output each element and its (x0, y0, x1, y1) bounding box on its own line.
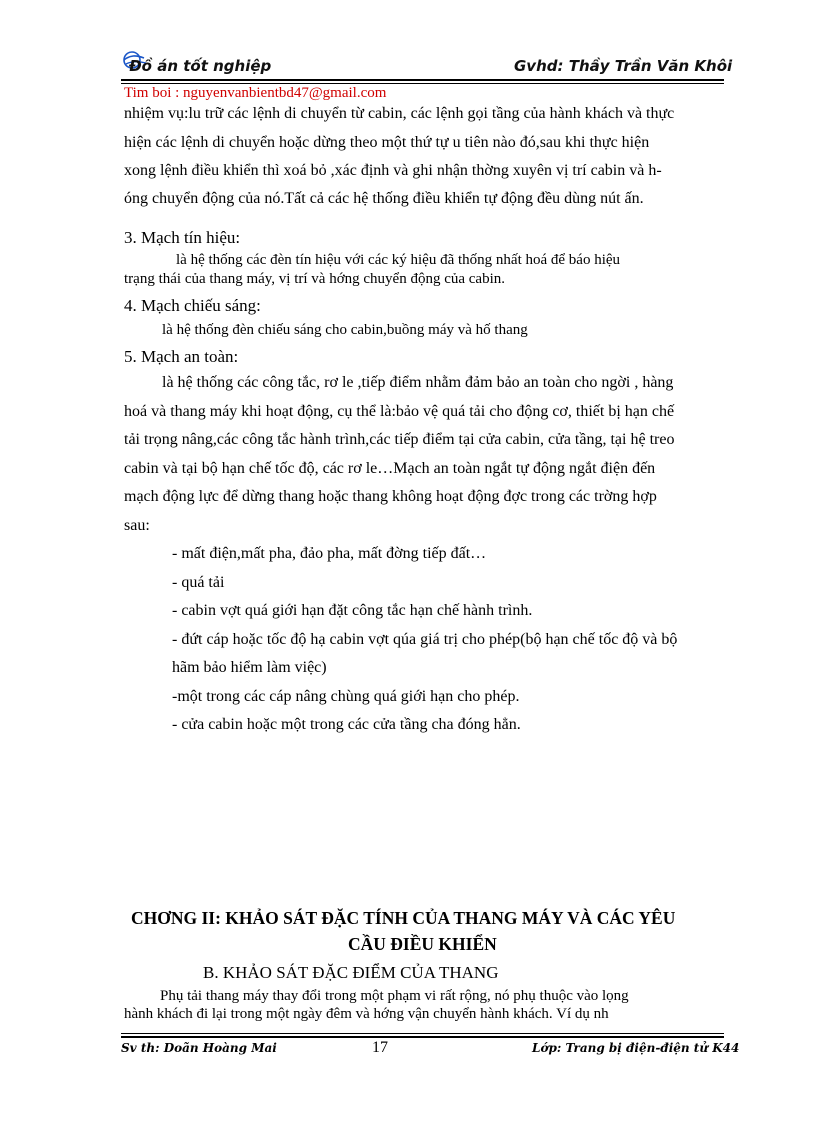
list-item: - quá tải (172, 574, 225, 591)
header-rule (121, 79, 724, 81)
section-heading: 4. Mạch chiếu sáng: (124, 296, 261, 315)
section-heading: 3. Mạch tín hiệu: (124, 228, 241, 247)
intro-line: óng chuyển động của nó.Tất cả các hệ thống điều khiển tự động đều dùng nút ấn. (124, 190, 644, 207)
section-line: cabin và tại bộ hạn chế tốc độ, các rơ le…Mạch an toàn ngắt tự động ngắt điện đến (124, 460, 656, 477)
chapter-line: Phụ tải thang máy thay đổi trong một phạm vi rất rộng, nó phụ thuộc vào lọng (160, 988, 629, 1004)
chapter-title-line1: CHƠNG II: KHẢO SÁT ĐẶC TÍNH CỦA THANG MÁY VÀ CÁC YÊU (131, 908, 676, 928)
header-rule-thin (121, 83, 724, 84)
intro-line: hiện các lệnh di chuyển hoặc dừng theo một thứ tự u tiên nào đó,sau khi thực hiện (124, 134, 650, 151)
section-heading: 5. Mạch an toàn: (124, 347, 239, 366)
footer-rule-thin (121, 1033, 724, 1034)
footer-student: Sv th: Doãn Hoàng Mai (121, 1041, 277, 1055)
list-item: - cửa cabin hoặc một trong các cửa tầng cha đóng hẳn. (172, 716, 521, 733)
section-line: là hệ thống các đèn tín hiệu với các ký hiệu đã thống nhất hoá để báo hiệu (176, 252, 621, 268)
subheading: B. KHẢO SÁT ĐẶC ĐIỂM CỦA THANG (203, 963, 499, 982)
list-item: - mất điện,mất pha, đảo pha, mất đờng tiếp đất… (172, 545, 487, 562)
section-line: tải trọng nâng,các công tắc hành trình,các tiếp điểm tại cửa cabin, cửa tầng, tại hệ treo (124, 431, 675, 448)
intro-line: nhiệm vụ:lu trữ các lệnh di chuyển từ cabin, các lệnh gọi tầng của hành khách và thực (124, 105, 675, 122)
footer-class: Lớp: Trang bị điện-điện tử K44 (532, 1041, 740, 1055)
section-line: trạng thái của thang máy, vị trí và hớng chuyển động của cabin. (124, 271, 506, 287)
section-line: hoá và thang máy khi hoạt động, cụ thể là:bảo vệ quá tải cho động cơ, thiết bị hạn chế (124, 403, 675, 420)
list-item: - đứt cáp hoặc tốc độ hạ cabin vợt qúa giá trị cho phép(bộ hạn chế tốc độ và bộ (172, 631, 678, 648)
chapter-line: hành khách đi lại trong một ngày đêm và hớng vận chuyển hành khách. Ví dụ nh (124, 1006, 609, 1022)
watermark-email: Tim boi : nguyenvanbientbd47@gmail.com (124, 85, 387, 101)
page-number: 17 (372, 1039, 388, 1056)
section-line: là hệ thống các công tắc, rơ le ,tiếp điểm nhằm đảm bảo an toàn cho ngời , hàng (162, 374, 674, 391)
header-title: Đồ án tốt nghiệp (129, 57, 272, 75)
header-advisor: Gvhd: Thầy Trần Văn Khôi (514, 57, 733, 75)
list-item: -một trong các cáp nâng chùng quá giới hạn cho phép. (172, 688, 520, 705)
footer-rule (121, 1036, 724, 1038)
list-item: hãm bảo hiểm làm việc) (172, 659, 327, 676)
section-line: mạch động lực để dừng thang hoặc thang không hoạt động đợc trong các trờng hợp (124, 488, 657, 505)
section-line: sau: (124, 517, 150, 534)
section-line: là hệ thống đèn chiếu sáng cho cabin,buồng máy và hố thang (162, 322, 528, 338)
chapter-title-line2: CẦU ĐIỀU KHIỂN (348, 934, 497, 954)
intro-line: xong lệnh điều khiển thì xoá bỏ ,xác định và ghi nhận thờng xuyên vị trí cabin và h- (124, 162, 662, 179)
list-item: - cabin vợt quá giới hạn đặt công tắc hạn chế hành trình. (172, 602, 533, 619)
